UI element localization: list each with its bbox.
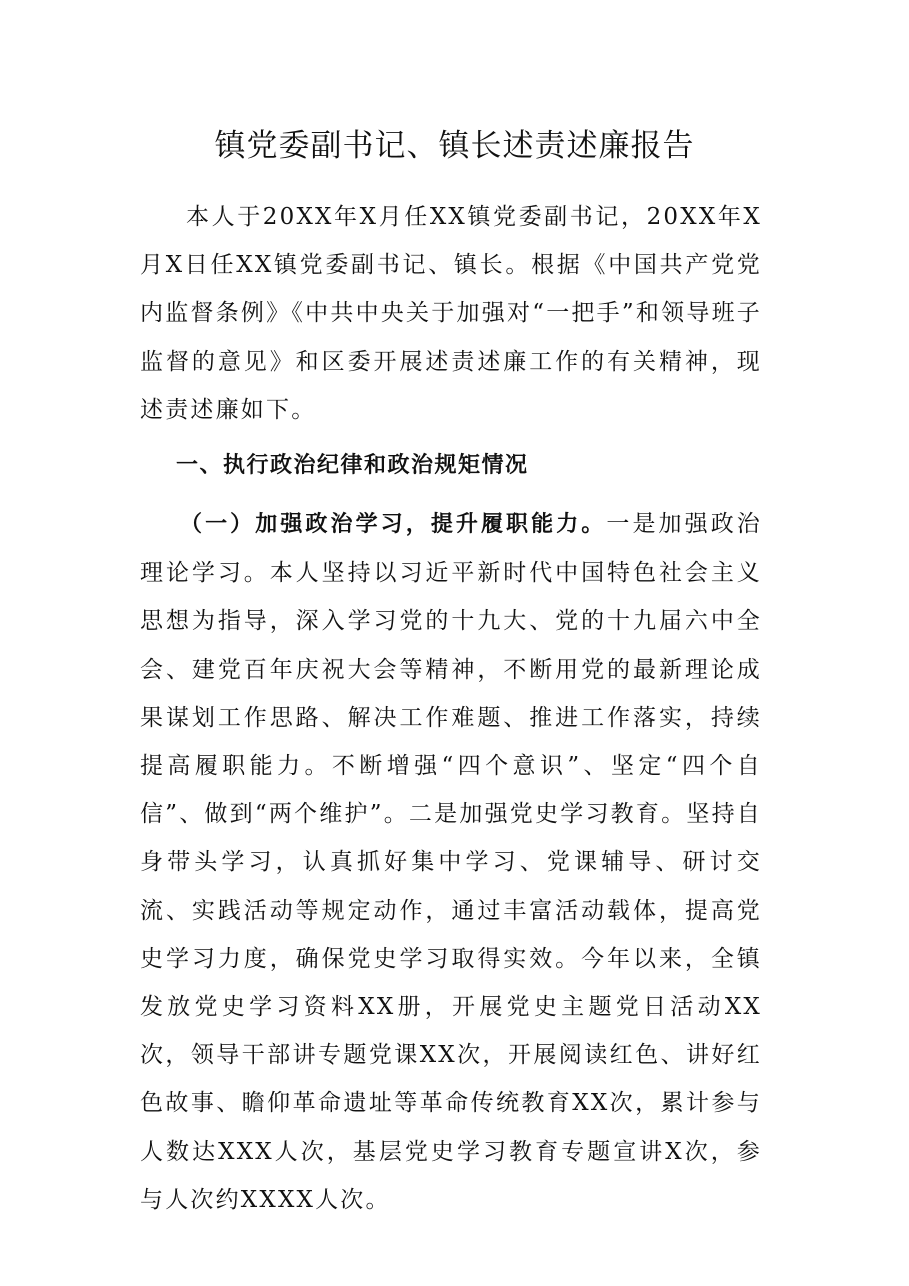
document-title: 镇党委副书记、镇长述责述廉报告 (214, 128, 695, 164)
intro-paragraph: 本人于20XX年X月任XX镇党委副书记，20XX年X月X日任XX镇党委副书记、镇长。根据《中国共产党党内监督条例》《中共中央关于加强对“一把手”和领导班子监督的意见》和区委开展述责述廉工作的有关精神，现述责述廉如下。 (140, 204, 762, 423)
subsection-body: 一是加强政治理论学习。本人坚持以习近平新时代中国特色社会主义思想为指导，深入学习党的十九大、党的十九届六中全会、建党百年庆祝大会等精神，不断用党的最新理论成果谋划工作思路、解决工作难题、推进工作落实，持续提高履职能力。不断增强“四个意识”、坚定“四个自信”、做到“两个维护”。二是加强党史学习教育。坚持自身带头学习，认真抓好集中学习、党课辅导、研讨交流、实践活动等规定动作，通过丰富活动载体，提高党史学习力度，确保党史学习取得实效。今年以来，全镇发放党史学习资料XX册，开展党史主题党日活动XX次，领导干部讲专题党课XX次，开展阅读红色、讲好红色故事、瞻仰革命遗址等革命传统教育XX次，累计参与人数达XXX人次，基层党史学习教育专题宣讲X次，参与人次约XXXX人次。 (140, 511, 762, 1213)
section-heading: 一、执行政治纪律和政治规矩情况 (176, 453, 529, 478)
subsection-paragraph (140, 500, 762, 1224)
subsection-lead: （一）加强政治学习，提升履职能力。 (180, 512, 607, 537)
